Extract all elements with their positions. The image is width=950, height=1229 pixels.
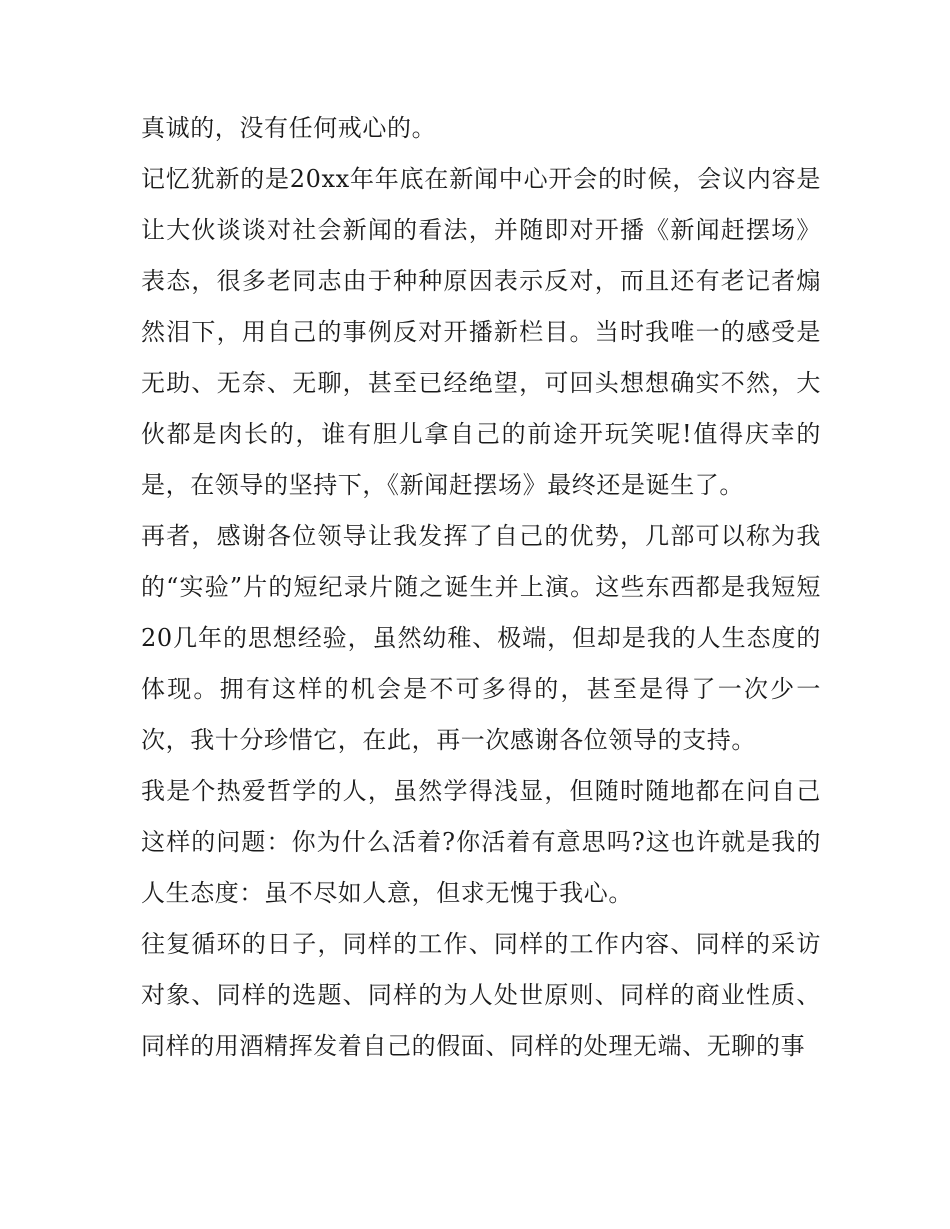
document-body — [141, 103, 821, 1072]
paragraph: 记忆犹新的是20xx年年底在新闻中心开会的时候，会议内容是让大伙谈谈对社会新闻的看法，并随即对开播《新闻赶摆场》表态，很多老同志由于种种原因表示反对，而且还有老记者煽然泪下，用自己的事例反对开播新栏目。当时我唯一的感受是无助、无奈、无聊，甚至已经绝望，可回头想想确实不然，大伙都是肉长的，谁有胆儿拿自己的前途开玩笑呢!值得庆幸的是，在领导的坚持下，《新闻赶摆场》最终还是诞生了。 — [141, 165, 821, 499]
paragraph: 我是个热爱哲学的人，虽然学得浅显，但随时随地都在问自己这样的问题：你为什么活着?你活着有意思吗?这也许就是我的人生态度：虽不尽如人意，但求无愧于我心。 — [141, 777, 821, 907]
paragraph: 往复循环的日子，同样的工作、同样的工作内容、同样的采访对象、同样的选题、同样的为人处世原则、同样的商业性质、同样的用酒精挥发着自己的假面、同样的处理无端、无聊的事 — [141, 930, 821, 1060]
paragraph: 真诚的，没有任何戒心的。 — [141, 114, 437, 142]
paragraph: 再者，感谢各位领导让我发挥了自己的优势，几部可以称为我的“实验”片的短纪录片随之诞生并上演。这些东西都是我短短20几年的思想经验，虽然幼稚、极端，但却是我的人生态度的体现。拥有这样的机会是不可多得的，甚至是得了一次少一次，我十分珍惜它，在此，再一次感谢各位领导的支持。 — [141, 522, 821, 754]
